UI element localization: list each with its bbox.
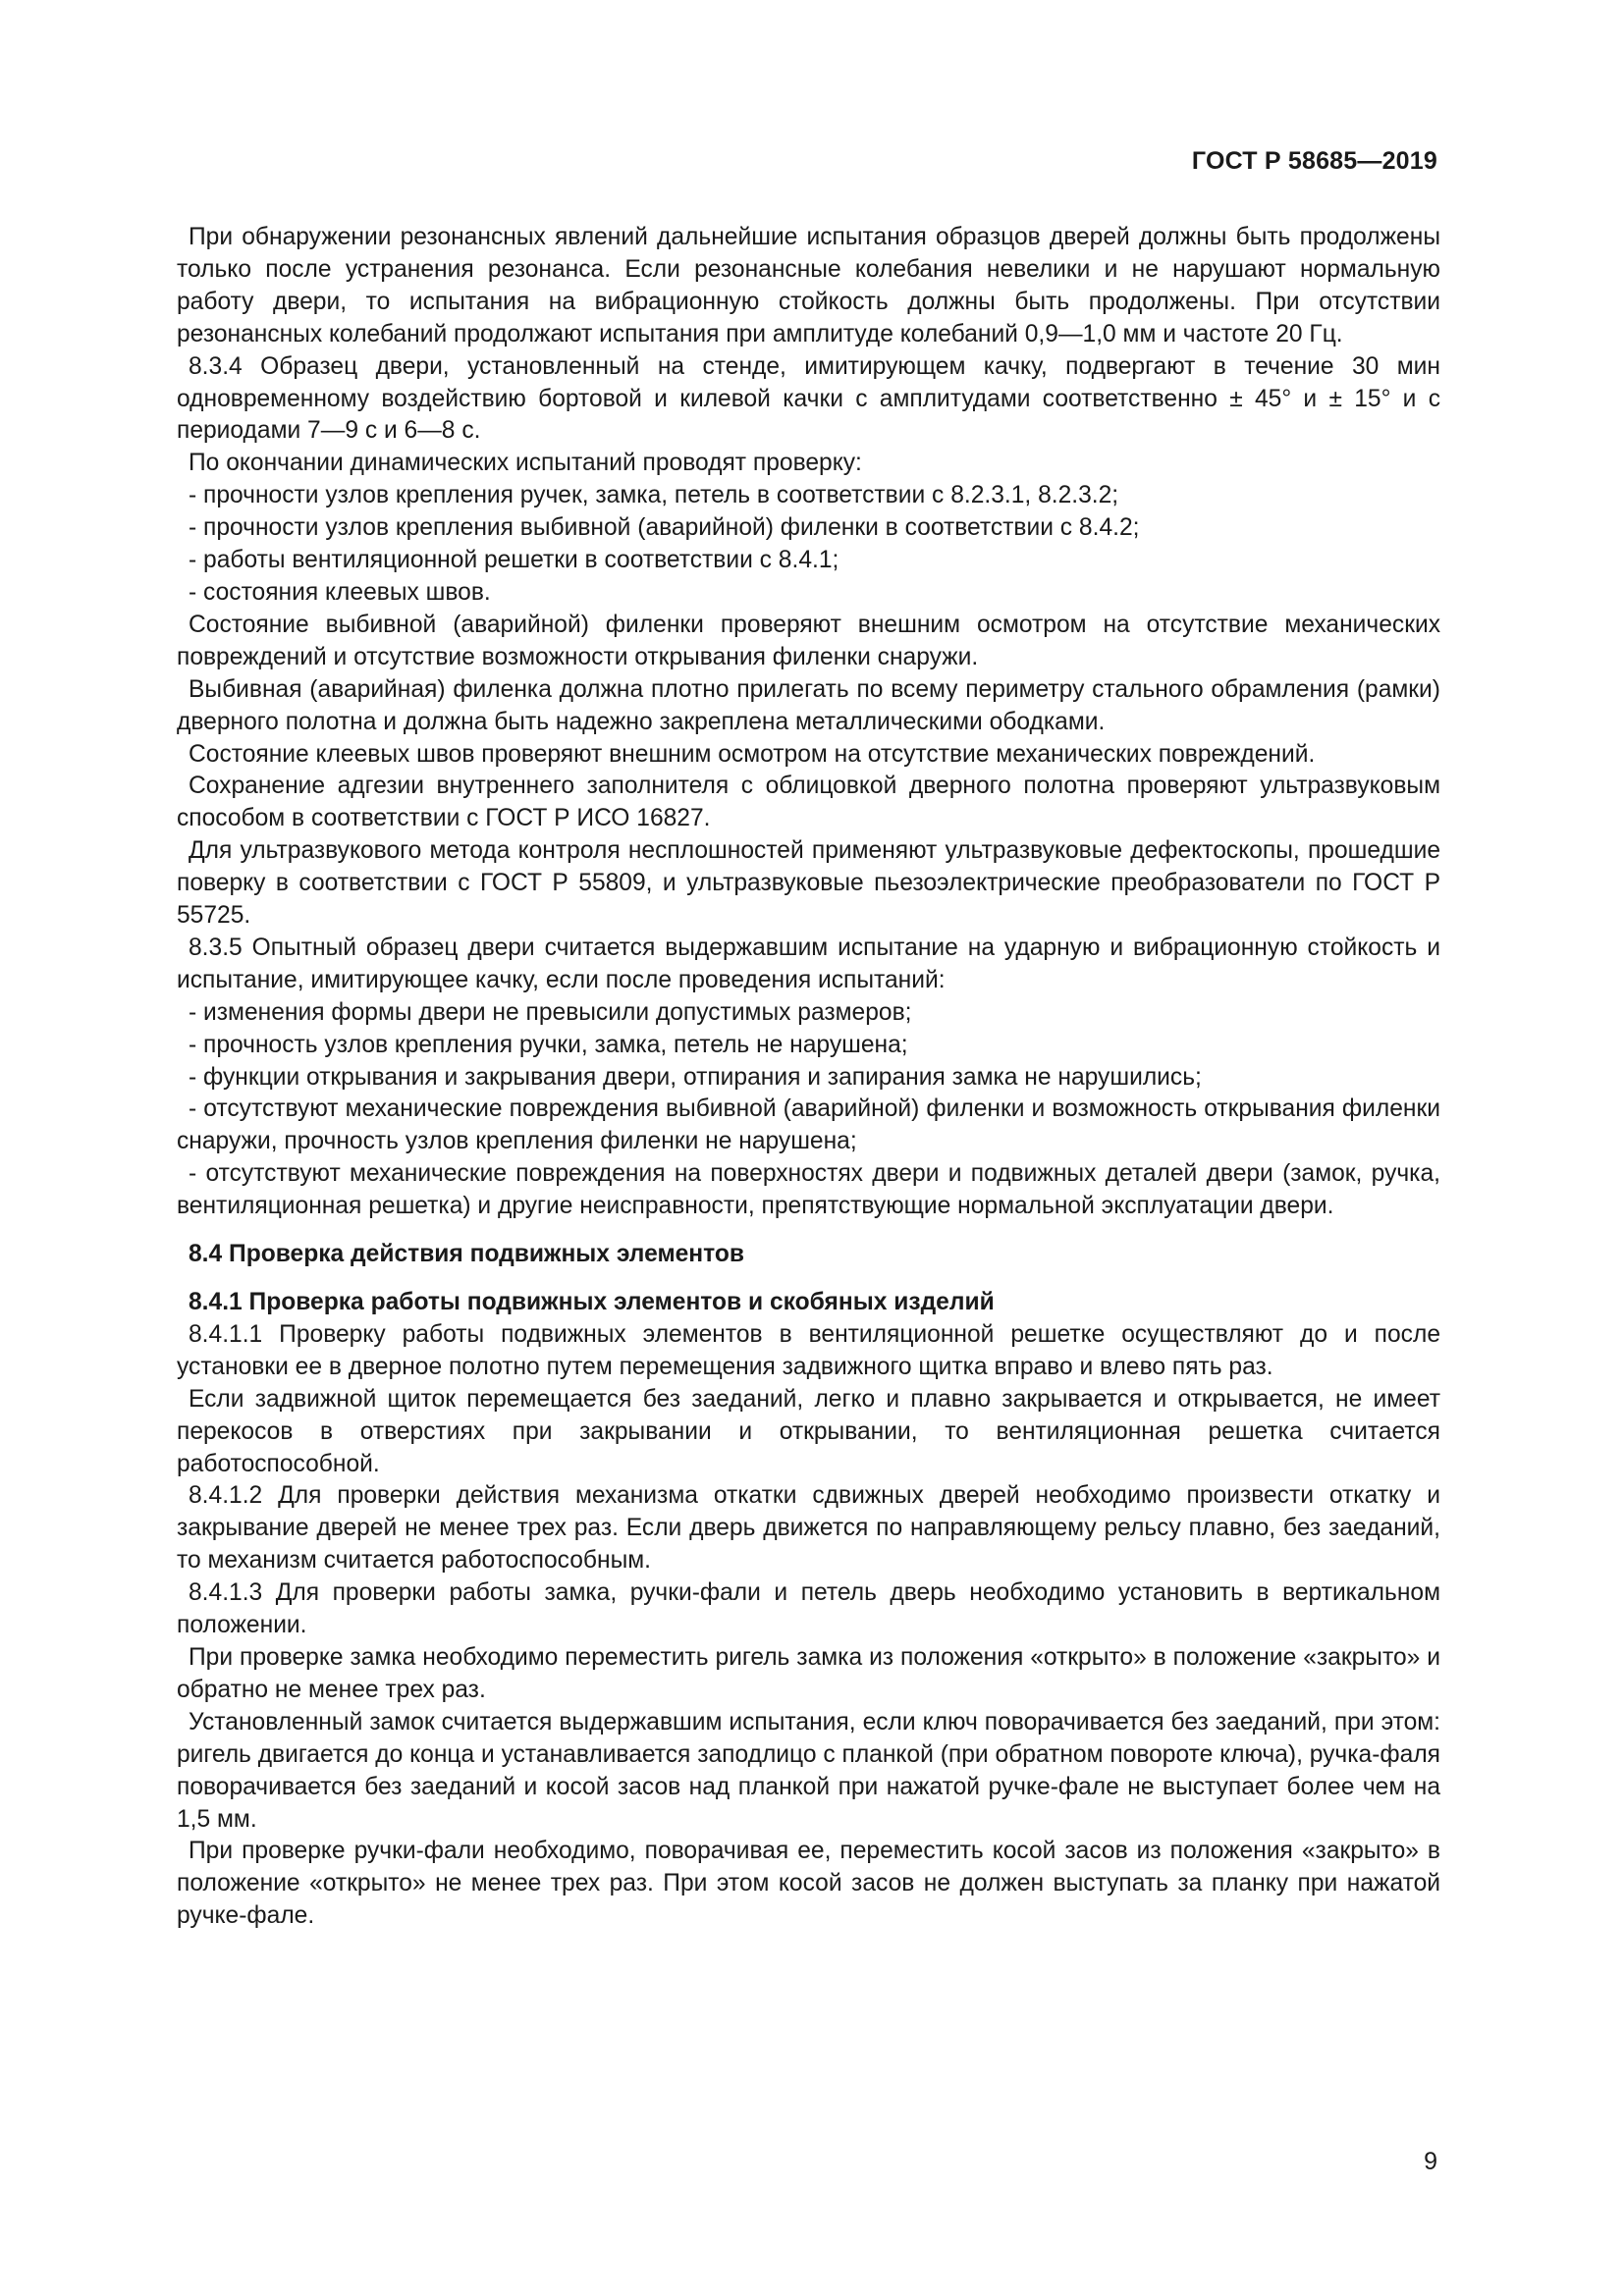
- document-header: ГОСТ Р 58685—2019: [1191, 147, 1437, 175]
- list-item: - отсутствуют механические повреждения выбивной (аварийной) филенки и возможность открывания филенки снаружи, прочность узлов крепления филенки не нарушена;: [177, 1095, 1440, 1155]
- paragraph: 8.3.4 Образец двери, установленный на стенде, имитирующем качку, подвергают в течение 30 мин одновременному воздействию бортовой и килевой качки с амплитудами соответственно ± 45° и ± 15° и с периодами 7—9 с и 6—8 с.: [177, 352, 1440, 445]
- list-item: - состояния клеевых швов.: [189, 578, 491, 606]
- paragraph: 8.4.1.2 Для проверки действия механизма откатки сдвижных дверей необходимо произвести откатку и закрывание дверей не менее трех раз. Если дверь движется по направляющему рельсу плавно, без заеданий, то механизм считается работоспособным.: [177, 1482, 1440, 1575]
- paragraph: Состояние клеевых швов проверяют внешним осмотром на отсутствие механических повреждений.: [189, 740, 1316, 768]
- paragraph: Выбивная (аварийная) филенка должна плотно прилегать по всему периметру стального обрамления (рамки) дверного полотна и должна быть надежно закреплена металлическими ободками.: [177, 675, 1440, 735]
- paragraph: Если задвижной щиток перемещается без заеданий, легко и плавно закрывается и открывается, не имеет перекосов в отверстиях при закрывании и открывании, то вентиляционная решетка считается работоспособной.: [177, 1385, 1440, 1477]
- paragraph: По окончании динамических испытаний проводят проверку:: [189, 450, 862, 477]
- list-item: - функции открывания и закрывания двери, отпирания и запирания замка не нарушились;: [189, 1063, 1202, 1091]
- document-body: [177, 222, 1440, 1933]
- list-item: - прочности узлов крепления выбивной (аварийной) филенки в соответствии с 8.4.2;: [189, 514, 1140, 542]
- paragraph: 8.4.1.1 Проверку работы подвижных элементов в вентиляционной решетке осуществляют до и после установки ее в дверное полотно путем перемещения задвижного щитка вправо и влево пять раз.: [177, 1320, 1440, 1380]
- page-number: 9: [1424, 2148, 1437, 2175]
- list-item: - работы вентиляционной решетки в соответствии с 8.4.1;: [189, 547, 839, 574]
- paragraph: При обнаружении резонансных явлений дальнейшие испытания образцов дверей должны быть продолжены только после устранения резонанса. Если резонансные колебания невелики и не нарушают нормальную работу двери, то испытания на вибрационную стойкость должны быть продолжены. При отсутствии резонансных колебаний продолжают испытания при амплитуде колебаний 0,9—1,0 мм и частоте 20 Гц.: [177, 224, 1440, 347]
- list-item: - изменения формы двери не превысили допустимых размеров;: [189, 998, 912, 1026]
- paragraph: 8.4.1.3 Для проверки работы замка, ручки-фали и петель дверь необходимо установить в вертикальном положении.: [177, 1579, 1440, 1639]
- paragraph: При проверке замка необходимо переместить ригель замка из положения «открыто» в положение «закрыто» и обратно не менее трех раз.: [177, 1643, 1440, 1703]
- paragraph: Состояние выбивной (аварийной) филенки проверяют внешним осмотром на отсутствие механических повреждений и отсутствие возможности открывания филенки снаружи.: [177, 611, 1440, 670]
- list-item: - прочности узлов крепления ручек, замка, петель в соответствии с 8.2.3.1, 8.2.3.2;: [189, 482, 1119, 509]
- paragraph: Сохранение адгезии внутреннего заполнителя с облицовкой дверного полотна проверяют ультразвуковым способом в соответствии с ГОСТ Р ИСО 16827.: [177, 773, 1440, 832]
- list-item: - прочность узлов крепления ручки, замка, петель не нарушена;: [189, 1031, 908, 1058]
- paragraph: При проверке ручки-фали необходимо, поворачивая ее, переместить косой засов из положения «закрыто» в положение «открыто» не менее трех раз. При этом косой засов не должен выступать за планку при нажатой ручке-фале.: [177, 1838, 1440, 1930]
- subsection-heading: 8.4.1 Проверка работы подвижных элементов и скобяных изделий: [189, 1289, 995, 1315]
- paragraph: Для ультразвукового метода контроля несплошностей применяют ультразвуковые дефектоскопы, прошедшие поверку в соответствии с ГОСТ Р 55809, и ультразвуковые пьезоэлектрические преобразователи по ГОСТ Р 55725.: [177, 837, 1440, 930]
- paragraph: Установленный замок считается выдержавшим испытания, если ключ поворачивается без заеданий, при этом: ригель двигается до конца и устанавливается заподлицо с планкой (при обратном повороте ключа), ручка-фаля поворачивается без заеданий и косой засов над планкой при нажатой ручке-фале не выступает более чем на 1,5 мм.: [177, 1708, 1440, 1833]
- section-heading: 8.4 Проверка действия подвижных элементов: [189, 1241, 745, 1268]
- list-item: - отсутствуют механические повреждения на поверхностях двери и подвижных деталей двери (замок, ручка, вентиляционная решетка) и другие неисправности, препятствующие нормальной эксплуатации двери.: [177, 1160, 1440, 1220]
- paragraph: 8.3.5 Опытный образец двери считается выдержавшим испытание на ударную и вибрационную стойкость и испытание, имитирующее качку, если после проведения испытаний:: [177, 934, 1440, 993]
